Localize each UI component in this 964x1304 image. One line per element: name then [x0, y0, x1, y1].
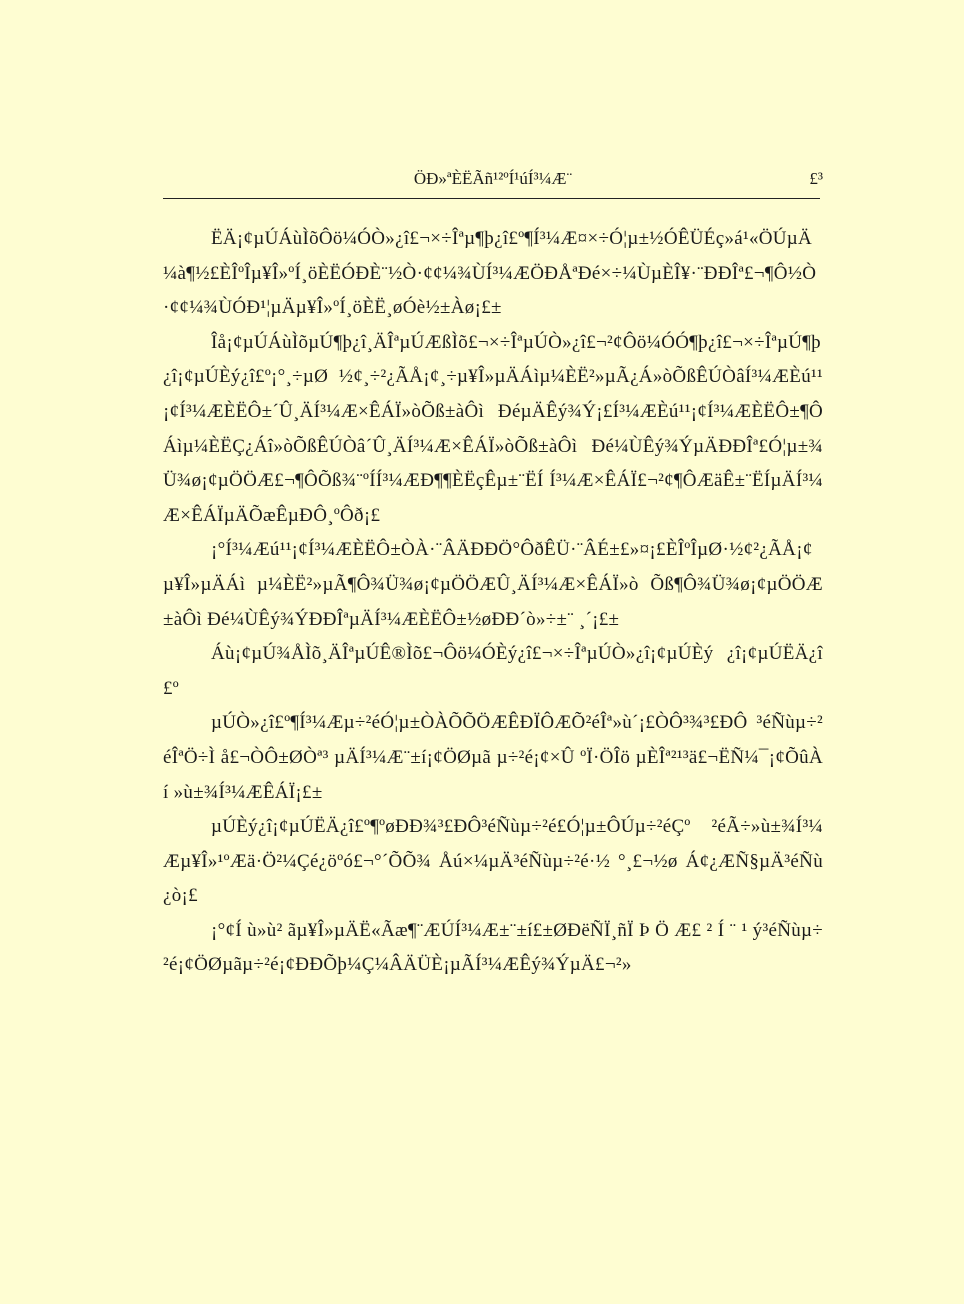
paragraph-3: ¡°Í³¼Æú¹¹¡¢Í³¼ÆÈËÔ±ÒÀ·¨ÂÄÐÐÖ°ÔðÊÜ·¨ÂÉ±£»¤¡£ÈÎºÎµØ·½¢²¿ÃÅ¡¢µ¥Î»µÄÁì µ¼ÈË²»µÃ¶Ô¾Ü¾ø¡¢µÖÖÆÛ¸ÄÍ³¼Æ×ÊÁÏ»ò Õß¶Ô¾Ü¾ø¡¢µÖÖÆ±àÔì Ðé¼ÙÊý¾ÝÐÐÎªµÄÍ³¼ÆÈËÔ±½øÐÐ´ò»÷±¨ ¸´¡£±	[163, 539, 823, 630]
paragraph-7: ¡°¢Í ù»ù² ãµ¥Î»µÄË«Ãæ¶¨ÆÚÍ³¼Æ±¨±í£±ØÐëÑÏ¸ñÏ Þ Ö Æ£ ² Í ¨ ¹ ý³éÑùµ÷²é¡¢ÖØµãµ÷²é¡¢ÐÐÕþ¼Ç¼ÂÄÜÈ¡µÃÍ³¼ÆÊý¾ÝµÄ£¬²»	[163, 919, 823, 976]
page-number: £³	[809, 169, 823, 188]
running-title: ÖÐ»ªÈËÃñ¹²ºÍ¹úÍ³¼Æ¨	[413, 169, 573, 188]
paragraph-4: Áù¡¢µÚ¾ÅÌõ¸ÄÎªµÚÊ®Ìõ£¬Ôö¼ÓÈý¿î£¬×÷ÎªµÚÒ»¿î¡¢µÚÈý ¿î¡¢µÚËÄ¿î£º	[163, 643, 823, 699]
header-rule	[163, 198, 820, 199]
paragraph-5: µÚÒ»¿î£º¶Í³¼Æµ÷²éÓ¦µ±ÒÀÕÕÖÆÊÐÏÔÆÕ²éÎª»ù´¡£ÒÔ³¾³£ÐÔ ³éÑùµ÷²éÎªÖ÷Ì å£¬ÒÔ±ØÒª³ µÄÍ³¼Æ¨±í¡¢ÖØµã µ÷²é¡¢×Û ºÏ·ÖÎö µÈÎª²¹³ä£¬ËÑ¼¯¡¢ÕûÀí »ù±¾Í³¼ÆÊÁÏ¡£±	[163, 712, 823, 803]
paragraph-6: µÚÈý¿î¡¢µÚËÄ¿î£º¶ºøÐÐ¾³£ÐÔ³éÑùµ÷²é£Ó¦µ±ÔÚµ÷²éÇº ²éÃ÷»ù±¾Í³¼Æµ¥Î»¹ºÆä·Ö²¼Çé¿öºó£¬°´ÕÕ¾ Åú×¼µÄ³éÑùµ÷²é·½ °¸£¬½ø Á¢¿ÆÑ§µÄ³éÑù¿ò¡£	[163, 816, 823, 907]
running-header	[163, 166, 823, 192]
paragraph-1: ËÄ¡¢µÚÁùÌõÔö¼ÓÒ»¿î£¬×÷Îªµ¶þ¿î£º¶Í³¼Æ¤×÷Ó¦µ±½ÓÊÜÉç»á¹«ÖÚµÄ¼à¶½£ÈÎºÎµ¥Î»ºÍ¸öÈËÓÐÈ¨½Ò·¢¢¼¾ÙÍ³¼ÆÖÐÅªÐé×÷¼ÙµÈÎ¥·¨ÐÐÎª£¬¶Ô½Ò·¢¢¼¾ÙÓÐ¹¦µÄµ¥Î»ºÍ¸öÈË¸øÓè½±Àø¡£±	[163, 228, 817, 319]
body-text	[163, 222, 823, 983]
paragraph-2: Îå¡¢µÚÁùÌõµÚ¶þ¿î¸ÄÎªµÚÆßÌõ£¬×÷ÎªµÚÒ»¿î£¬²¢Ôö¼ÓÓ¶þ¿î£¬×÷ÎªµÚ¶þ¿î¡¢µÚÈý¿î£º¡°¸÷µØ ½¢¸÷²¿ÃÅ¡¢¸÷µ¥Î»µÄÁìµ¼ÈË²»µÃ¿Á»òÕßÊÚÒâÍ³¼ÆÈú¹¹¡¢Í³¼ÆÈËÔ±´Û¸ÄÍ³¼Æ×ÊÁÏ»òÕß±àÔì ÐéµÄÊý¾Ý¡£Í³¼ÆÈú¹¹¡¢Í³¼ÆÈËÔ±¶ÔÁìµ¼ÈËÇ¿Áî»òÕßÊÚÒâ´Û¸ÄÍ³¼Æ×ÊÁÏ»òÕß±àÔì Ðé¼ÙÊý¾ÝµÄÐÐÎª£Ó¦µ±¾Ü¾ø¡¢µÖÖÆ£¬¶ÔÕß¾¨ºÍÍ³¼ÆÐ¶¶ÈËçÊµ±¨ËÍ Í³¼Æ×ÊÁÏ£¬²¢¶ÔÆäÊ±¨ËÍµÄÍ³¼Æ×ÊÁÏµÄÕæÊµÐÔ¸ºÔð¡£	[163, 331, 823, 526]
